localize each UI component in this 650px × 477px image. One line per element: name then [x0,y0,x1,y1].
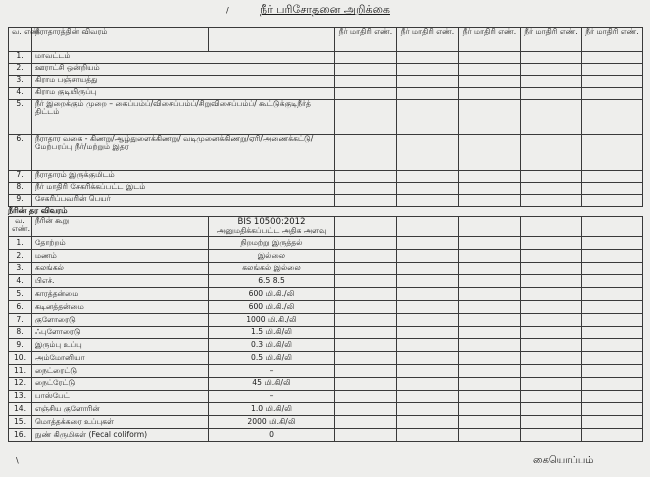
table-row [9,64,643,76]
sample-cell [459,52,521,64]
sample-cell [335,76,397,88]
result-cell [459,313,521,326]
water-source-table [8,27,643,207]
table-row [9,183,643,195]
sample-cell [582,52,643,64]
result-cell [397,300,459,313]
result-cell [521,339,582,352]
result-cell [459,364,521,377]
result-cell [582,364,643,377]
table-row [9,135,643,171]
permissible-limit: – [209,390,335,403]
row-number: 12. [9,377,32,390]
result-cell [335,403,397,416]
sample-cell [521,135,582,171]
section2-title: நீரின் தர விவரம் [8,206,68,215]
parameter-name: குளோரைடு [32,313,209,326]
sample-cell [582,64,643,76]
row-label: கிராம பஞ்சாயத்து [32,76,335,88]
result-cell [459,326,521,339]
sample-cell [397,76,459,88]
result-cell [335,339,397,352]
result-cell [459,403,521,416]
row-number: 5. [9,100,32,135]
table-row [9,52,643,64]
sample-header-4: நீர் மாதிரி எண். [521,28,582,52]
empty-header-cell [209,28,335,52]
sample-cell [397,135,459,171]
result-cell [335,288,397,301]
result-cell [459,300,521,313]
parameter-name: காரத்தன்மை [32,288,209,301]
signature-label: கையொப்பம் [533,455,594,466]
empty-cell [335,217,397,237]
parameter-name: நைட்ரேட்டு [32,377,209,390]
row-number: 9. [9,339,32,352]
sample-cell [335,100,397,135]
permissible-limit: 0.3 மி.கி/லி [209,339,335,352]
result-cell [335,300,397,313]
row-label: மாவட்டம் [32,52,335,64]
row-number: 6. [9,135,32,171]
result-cell [582,313,643,326]
row-number: 1. [9,237,32,250]
standard-header [209,217,335,237]
result-cell [335,262,397,275]
result-cell [397,313,459,326]
result-cell [521,428,582,441]
permissible-limit: நிறமற்று இருத்தல் [209,237,335,250]
sample-cell [459,195,521,207]
result-cell [397,364,459,377]
sample-cell [521,171,582,183]
result-cell [459,288,521,301]
result-cell [335,275,397,288]
table-row [9,262,643,275]
table-row [9,76,643,88]
table-row [9,364,643,377]
sample-cell [397,183,459,195]
table-row [9,88,643,100]
sample-header-5: நீர் மாதிரி எண். [582,28,643,52]
permissible-limit: 1.5 மி.கி/லி [209,326,335,339]
result-cell [335,364,397,377]
table-row [9,377,643,390]
row-number: 5. [9,288,32,301]
table-row [9,428,643,441]
row-number: 6. [9,300,32,313]
result-cell [335,249,397,262]
result-cell [582,428,643,441]
result-cell [335,237,397,250]
result-cell [397,326,459,339]
result-cell [397,249,459,262]
sample-cell [521,88,582,100]
result-cell [459,237,521,250]
sample-cell [335,52,397,64]
sample-cell [521,64,582,76]
table-row [9,300,643,313]
sample-cell [582,195,643,207]
table-row [9,313,643,326]
row-number: 2. [9,249,32,262]
row-number: 16. [9,428,32,441]
parameter-name: கடினத்தன்மை [32,300,209,313]
row-label: நீராதார வகை - கிணறு/ஆழ்துளைக்கிணறு/ வடிமுனைக்கிணறு/ஏரி/அணைக்கட்டு/ மேற்பரப்பு நீர்/மற்றும் இதர [32,135,335,171]
result-cell [582,275,643,288]
result-cell [521,403,582,416]
result-cell [397,390,459,403]
permissible-limit: 2000 மி.கி/லி [209,416,335,429]
sample-cell [459,183,521,195]
row-label: ஊராட்சி ஒன்றியம் [32,64,335,76]
parameter-name: எஞ்சிய குளோரின் [32,403,209,416]
sample-cell [335,88,397,100]
row-number: 7. [9,313,32,326]
result-cell [397,262,459,275]
sample-cell [521,52,582,64]
row-number: 9. [9,195,32,207]
parameter-name: மணம் [32,249,209,262]
sample-cell [335,135,397,171]
sample-cell [459,171,521,183]
result-cell [459,416,521,429]
result-cell [397,377,459,390]
result-cell [335,390,397,403]
result-cell [397,352,459,365]
sample-cell [335,64,397,76]
sample-cell [459,76,521,88]
table-row [9,275,643,288]
sample-cell [582,100,643,135]
sample-cell [582,135,643,171]
result-cell [582,237,643,250]
table-row [9,352,643,365]
result-cell [335,313,397,326]
sample-cell [397,171,459,183]
parameter-name: பிஎச். [32,275,209,288]
row-number: 14. [9,403,32,416]
result-cell [397,339,459,352]
row-number: 10. [9,352,32,365]
table-row [9,100,643,135]
result-cell [335,326,397,339]
sno-header: வ. எண். [9,217,32,237]
parameter-name: இரும்பு உப்பு [32,339,209,352]
permissible-limit: இல்லை [209,249,335,262]
result-cell [582,352,643,365]
sample-cell [521,76,582,88]
empty-cell [521,217,582,237]
result-cell [521,364,582,377]
sample-cell [521,183,582,195]
table-row [9,249,643,262]
permissible-limit: – [209,364,335,377]
parameter-header: நீரின் கூறு [32,217,209,237]
parameter-name: அம்மோனியா [32,352,209,365]
standard-subtitle: அனுமதிக்கப்பட்ட அதிக அளவு [216,226,327,235]
sample-cell [582,171,643,183]
result-cell [582,300,643,313]
result-cell [459,339,521,352]
result-cell [335,352,397,365]
permissible-limit: 600 மி.கி./லி [209,288,335,301]
water-quality-table [8,216,643,442]
pen-mark: / [226,6,229,15]
parameter-name: நுண் கிருமிகள் (Fecal coliform) [32,428,209,441]
result-cell [582,326,643,339]
result-cell [521,288,582,301]
sample-header-3: நீர் மாதிரி எண். [459,28,521,52]
result-cell [459,275,521,288]
result-cell [582,403,643,416]
sno-header: வ. எண் [9,28,32,52]
result-cell [459,428,521,441]
result-cell [582,249,643,262]
sample-cell [335,183,397,195]
table-row [9,390,643,403]
sample-cell [582,183,643,195]
permissible-limit: 6.5 8.5 [209,275,335,288]
result-cell [397,237,459,250]
row-number: 2. [9,64,32,76]
result-cell [521,237,582,250]
row-number: 3. [9,76,32,88]
permissible-limit: 1000 மி.கி./லி [209,313,335,326]
result-cell [521,326,582,339]
result-cell [335,377,397,390]
row-number: 11. [9,364,32,377]
table-row [9,195,643,207]
result-cell [521,352,582,365]
sample-cell [335,195,397,207]
parameter-name: ஃபுளோரைடு [32,326,209,339]
result-cell [582,288,643,301]
result-cell [582,390,643,403]
table1-header-row [9,28,643,52]
sample-cell [521,195,582,207]
row-label: கிராம குடியிருப்பு [32,88,335,100]
row-number: 3. [9,262,32,275]
result-cell [521,262,582,275]
permissible-limit: கலங்கல் இல்லை [209,262,335,275]
sample-header-2: நீர் மாதிரி எண். [397,28,459,52]
sample-cell [459,100,521,135]
sample-cell [459,88,521,100]
row-label: நீர் மாதிரி சேகரிக்கப்பட்ட இடம் [32,183,335,195]
permissible-limit: 0.5 மி.கி/லி [209,352,335,365]
sample-cell [335,171,397,183]
table-row [9,339,643,352]
sample-cell [397,88,459,100]
result-cell [459,262,521,275]
parameter-name: தோற்றம் [32,237,209,250]
sample-cell [397,195,459,207]
details-header: நீராதாரத்தின் விவரம் [32,28,209,52]
row-number: 7. [9,171,32,183]
sample-cell [582,76,643,88]
permissible-limit: 600 மி.கி./லி [209,300,335,313]
result-cell [582,339,643,352]
pen-mark: \ [16,456,19,465]
row-number: 13. [9,390,32,403]
table-row [9,237,643,250]
result-cell [397,416,459,429]
table-row [9,171,643,183]
standard-title: BIS 10500:2012 [237,216,306,227]
row-label: நீர் இறைக்கும் முறை – கைப்பம்ப்/விசைப்பம்ப்/சிறுவிசைப்பம்ப்/ கூட்டுக்குடிநீர்த் திட்டம் [32,100,335,135]
table-row [9,288,643,301]
table2-header-row [9,217,643,237]
result-cell [397,403,459,416]
result-cell [335,416,397,429]
row-number: 8. [9,183,32,195]
table-row [9,326,643,339]
result-cell [521,377,582,390]
parameter-name: கலங்கல் [32,262,209,275]
table-row [9,403,643,416]
row-label: சேகரிப்பவரின் பெயர் [32,195,335,207]
sample-cell [459,135,521,171]
sample-cell [397,64,459,76]
result-cell [459,377,521,390]
result-cell [521,300,582,313]
empty-cell [582,217,643,237]
row-number: 15. [9,416,32,429]
result-cell [582,262,643,275]
result-cell [397,288,459,301]
permissible-limit: 45 மி.கி/லி [209,377,335,390]
parameter-name: மொத்தக்கரை உப்புகள் [32,416,209,429]
result-cell [582,377,643,390]
sample-header-1: நீர் மாதிரி எண். [335,28,397,52]
sample-cell [397,100,459,135]
result-cell [521,416,582,429]
row-number: 1. [9,52,32,64]
sample-cell [521,100,582,135]
result-cell [459,249,521,262]
empty-cell [397,217,459,237]
result-cell [335,428,397,441]
permissible-limit: 0 [209,428,335,441]
result-cell [459,390,521,403]
result-cell [521,249,582,262]
parameter-name: நைட்ரைட்டு [32,364,209,377]
result-cell [521,313,582,326]
result-cell [397,428,459,441]
parameter-name: பாஸ்பேட் [32,390,209,403]
page-title: நீர் பரிசோதனை அறிக்கை [260,3,390,16]
permissible-limit: 1.0 மி.கி/லி [209,403,335,416]
result-cell [397,275,459,288]
result-cell [459,352,521,365]
result-cell [521,390,582,403]
row-label: நீராதாரம் இருக்குமிடம் [32,171,335,183]
sample-cell [582,88,643,100]
sample-cell [397,52,459,64]
row-number: 4. [9,275,32,288]
row-number: 8. [9,326,32,339]
row-number: 4. [9,88,32,100]
empty-cell [459,217,521,237]
sample-cell [459,64,521,76]
result-cell [582,416,643,429]
table-row [9,416,643,429]
result-cell [521,275,582,288]
